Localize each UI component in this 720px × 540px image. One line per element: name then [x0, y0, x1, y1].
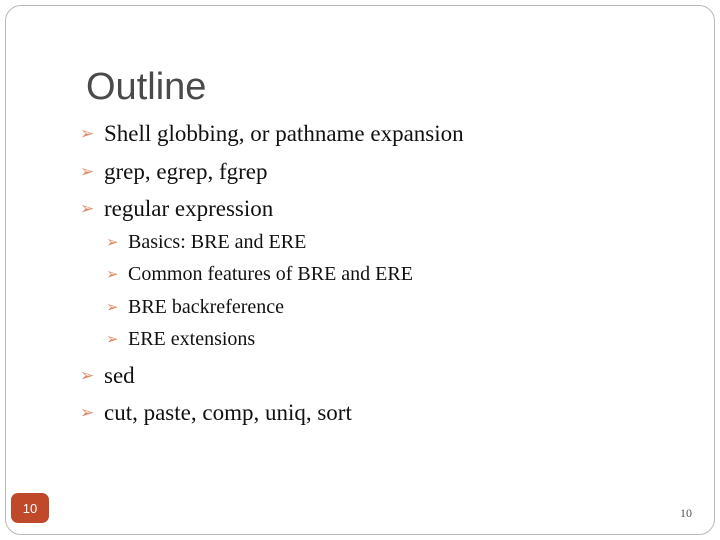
- list-item-text: cut, paste, comp, uniq, sort: [104, 400, 352, 425]
- list-item-text: Basics: BRE and ERE: [128, 230, 307, 253]
- curved-bullet-icon: ➢: [106, 234, 119, 251]
- curved-bullet-icon: ➢: [106, 331, 119, 348]
- list-item-text: sed: [104, 363, 135, 388]
- list-item-text: grep, egrep, fgrep: [104, 159, 268, 184]
- list-item-text: regular expression: [104, 196, 274, 221]
- list-item: [80, 361, 135, 391]
- list-item-text: ERE extensions: [128, 327, 256, 350]
- slide-title: Outline: [86, 66, 207, 108]
- page-number: 10: [680, 506, 692, 520]
- list-item: [80, 157, 267, 187]
- curved-bullet-icon: ➢: [106, 266, 119, 283]
- list-item-text: Shell globbing, or pathname expansion: [104, 121, 464, 146]
- list-item: [80, 194, 273, 224]
- list-item: [80, 398, 352, 428]
- curved-bullet-icon: ➢: [80, 366, 95, 385]
- curved-bullet-icon: ➢: [80, 124, 95, 143]
- list-item-text: Common features of BRE and ERE: [128, 262, 413, 285]
- slide-number-badge: 10: [11, 493, 49, 523]
- list-item: [106, 229, 306, 255]
- curved-bullet-icon: ➢: [80, 162, 95, 181]
- curved-bullet-icon: ➢: [80, 199, 95, 218]
- list-item: [80, 119, 464, 149]
- list-item-text: BRE backreference: [128, 295, 285, 318]
- list-item: [106, 261, 413, 287]
- list-item: [106, 294, 284, 320]
- list-item: [106, 326, 255, 352]
- curved-bullet-icon: ➢: [80, 403, 95, 422]
- curved-bullet-icon: ➢: [106, 299, 119, 316]
